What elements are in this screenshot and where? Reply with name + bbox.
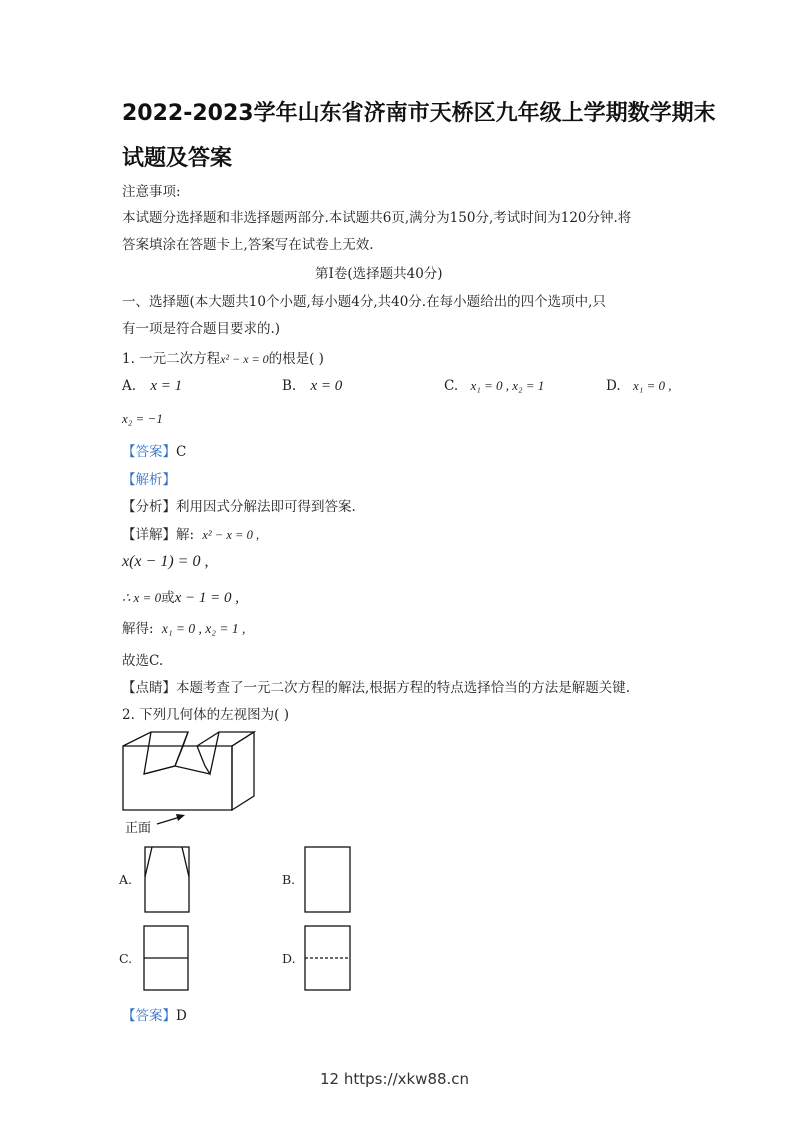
q1-option-c-value: x₁ = 0 , x₂ = 1 [470,378,545,393]
q1-detail-prefix: 解: [176,527,195,543]
q1-detail-equation: x² − x = 0 , [202,528,260,542]
q1-option-b-value: x = 0 [310,378,343,394]
part1-instruction-line-2: 有一项是符合题目要求的.) [122,321,281,337]
q2-option-d-label: D. [282,951,296,966]
q1-option-c-label: C. [444,378,459,394]
front-arrow-head [176,814,185,821]
q1-answer-tag: 【答案】 [122,444,176,460]
q2-option-a-figure [145,847,189,912]
q1-detail-tag: 【详解】 [122,527,176,543]
part1-instruction-line-1: 一、选择题(本大题共10个小题,每小题4分,共40分.在每小题给出的四个选项中,只 [122,294,606,310]
q1-step-2-b: x − 1 = 0 , [174,590,239,606]
section-title: 第Ⅰ卷(选择题共40分) [315,266,443,282]
solid-groove-left [144,732,183,774]
q1-fenxi-text: 利用因式分解法即可得到答案. [176,499,356,515]
page-title-line2: 试题及答案 [122,146,233,171]
q2-stem: 2. 下列几何体的左视图为( ) [122,707,289,723]
front-arrow-line [157,817,180,824]
q1-step-2-or: 或 [161,590,175,606]
q1-option-a-value: x = 1 [150,378,183,394]
q2-option-b-label: B. [282,872,296,887]
solid-left-top [123,732,188,746]
q2-answer-tag: 【答案】 [122,1008,176,1024]
notice-line-1: 本试题分选择题和非选择题两部分.本试题共6页,满分为150分,考试时间为120分钟.将 [122,210,632,226]
notice-heading: 注意事项: [122,184,181,200]
q1-option-d-continued: x₂ = −1 [122,411,163,426]
q1-option-a-label: A. [122,378,137,394]
q1-prefix: 1. 一元二次方程 [122,351,221,367]
q1-step-3-prefix: 解得: [122,621,154,637]
q2-answer-value: D [176,1008,187,1024]
q1-equation: x² − x = 0 [220,352,269,366]
q1-comment-tag: 【点睛】 [122,680,176,696]
q1-option-b-label: B. [282,378,297,394]
solid-front-face [123,746,232,810]
q2-option-a-label: A. [119,872,133,887]
q2-option-b-figure [305,847,350,912]
q2-option-c-label: C. [119,951,133,966]
q2-answer [122,1004,187,1024]
q1-fenxi-tag: 【分析】 [122,499,176,515]
notice-line-2: 答案填涂在答题卡上,答案写在试卷上无效. [122,237,374,253]
q2-front-label: 正面 [125,821,152,836]
q1-analysis-tag: 【解析】 [122,472,176,488]
page-footer: 12 https://xkw88.cn [320,1070,470,1088]
solid-groove-edge [175,732,188,766]
q1-step-2-a: ∴ x = 0 [122,590,162,605]
q1-step-3-value: x₁ = 0 , x₂ = 1 , [161,621,246,636]
q1-option-d-value: x₁ = 0 , [632,378,672,393]
q1-comment-text: 本题考查了一元二次方程的解法,根据方程的特点选择恰当的方法是解题关键. [176,680,631,696]
solid-right-top [197,732,254,746]
q1-option-d-label: D. [606,378,621,394]
q2-option-a-line-right [182,847,189,877]
q2-option-a-line-left [145,847,152,877]
q1-step-1: x(x − 1) = 0 , [122,553,209,570]
solid-groove-floor [144,766,210,774]
page-title-line1: 2022-2023学年山东省济南市天桥区九年级上学期数学期末 [122,101,716,126]
q1-step-4: 故选C. [122,653,164,669]
q1-answer-value: C [176,444,187,460]
q1-suffix: 的根是( ) [268,351,324,367]
